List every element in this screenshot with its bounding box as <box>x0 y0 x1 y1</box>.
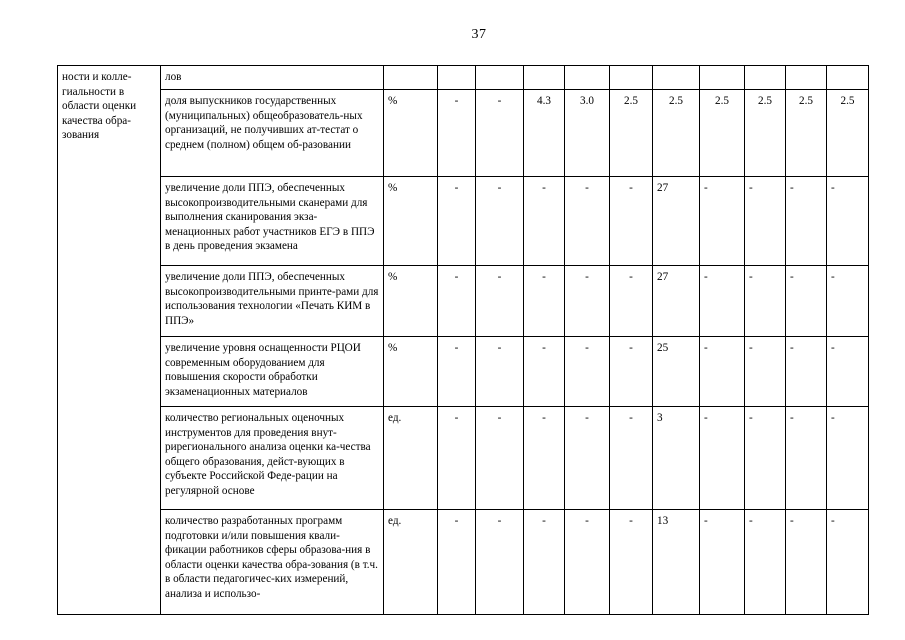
value-cell: - <box>786 177 827 266</box>
value-cell <box>524 66 565 90</box>
value-cell <box>786 66 827 90</box>
value-cell: - <box>827 510 869 615</box>
value-cell: 25 <box>653 337 700 407</box>
value-cell: - <box>700 407 745 510</box>
value-cell: - <box>827 407 869 510</box>
value-cell: - <box>438 90 476 177</box>
table-row <box>58 66 869 90</box>
value-cell: - <box>610 407 653 510</box>
value-cell: - <box>827 337 869 407</box>
value-cell: - <box>476 177 524 266</box>
value-cell: 2.5 <box>745 90 786 177</box>
table-row <box>58 510 869 615</box>
value-cell: - <box>700 266 745 337</box>
value-cell: - <box>476 407 524 510</box>
unit-cell: ед. <box>384 407 438 510</box>
value-cell <box>745 66 786 90</box>
value-cell: - <box>565 337 610 407</box>
value-cell: 27 <box>653 177 700 266</box>
value-cell: - <box>745 177 786 266</box>
indicator-desc: увеличение доли ППЭ, обеспеченных высокопроизводительными сканерами для выполнения сканирования экза-менационных работ участников ЕГЭ в ППЭ в день проведения экзамена <box>161 177 384 266</box>
value-cell: - <box>476 266 524 337</box>
value-cell: - <box>565 407 610 510</box>
value-cell: 2.5 <box>700 90 745 177</box>
value-cell: 4.3 <box>524 90 565 177</box>
indicator-desc: количество региональных оценочных инструментов для проведения внут-рирегионального анализа оценки ка-чества общего образования, дейст-вующих в субъекте Российской Феде-рации на регулярной основе <box>161 407 384 510</box>
value-cell <box>700 66 745 90</box>
table-row <box>58 407 869 510</box>
value-cell: - <box>524 407 565 510</box>
value-cell: - <box>438 510 476 615</box>
value-cell: - <box>438 266 476 337</box>
value-cell: - <box>745 510 786 615</box>
table-row <box>58 90 869 177</box>
value-cell: - <box>438 177 476 266</box>
value-cell <box>476 66 524 90</box>
value-cell: - <box>565 510 610 615</box>
unit-cell: % <box>384 337 438 407</box>
table-row <box>58 266 869 337</box>
unit-cell: ед. <box>384 510 438 615</box>
value-cell: 27 <box>653 266 700 337</box>
value-cell: 2.5 <box>653 90 700 177</box>
value-cell <box>653 66 700 90</box>
value-cell <box>827 66 869 90</box>
value-cell: - <box>786 407 827 510</box>
section-label: ности и колле-гиальности в области оценки качества обра-зования <box>62 71 137 142</box>
value-cell: - <box>524 177 565 266</box>
value-cell: - <box>827 266 869 337</box>
value-cell: - <box>524 337 565 407</box>
value-cell: - <box>476 337 524 407</box>
value-cell <box>565 66 610 90</box>
value-cell: - <box>438 407 476 510</box>
unit-cell <box>384 66 438 90</box>
value-cell: 2.5 <box>827 90 869 177</box>
value-cell: - <box>745 337 786 407</box>
value-cell: - <box>610 266 653 337</box>
value-cell: - <box>700 177 745 266</box>
value-cell: 13 <box>653 510 700 615</box>
section-label-cell <box>58 66 161 615</box>
value-cell: - <box>524 510 565 615</box>
table-row <box>58 337 869 407</box>
indicator-desc: количество разработанных программ подготовки и/или повышения квали-фикации работников сферы образова-ния в области оценки качества обра-зования (в т.ч. в области педагогичес-ких измерений, анализа и использо- <box>161 510 384 615</box>
value-cell: - <box>565 266 610 337</box>
unit-cell: % <box>384 177 438 266</box>
indicator-desc: увеличение доли ППЭ, обеспеченных высокопроизводительными принте-рами для использования технологии «Печать КИМ в ППЭ» <box>161 266 384 337</box>
value-cell <box>610 66 653 90</box>
value-cell: - <box>610 337 653 407</box>
value-cell: - <box>700 337 745 407</box>
value-cell: - <box>610 177 653 266</box>
value-cell: - <box>700 510 745 615</box>
value-cell: 2.5 <box>610 90 653 177</box>
value-cell: - <box>745 266 786 337</box>
value-cell: - <box>786 510 827 615</box>
value-cell: 3 <box>653 407 700 510</box>
value-cell: 3.0 <box>565 90 610 177</box>
value-cell: - <box>476 510 524 615</box>
value-cell: - <box>786 266 827 337</box>
unit-cell: % <box>384 90 438 177</box>
value-cell: - <box>827 177 869 266</box>
value-cell: - <box>565 177 610 266</box>
value-cell: - <box>476 90 524 177</box>
indicator-desc: лов <box>161 66 384 90</box>
value-cell: - <box>524 266 565 337</box>
value-cell: - <box>745 407 786 510</box>
value-cell <box>438 66 476 90</box>
value-cell: - <box>438 337 476 407</box>
indicator-desc: увеличение уровня оснащенности РЦОИ современным оборудованием для повышения скорости обработки экзаменационных материалов <box>161 337 384 407</box>
indicator-desc: доля выпускников государственных (муниципальных) общеобразователь-ных организаций, не получивших ат-тестат о среднем (полном) общем об-разовании <box>161 90 384 177</box>
indicators-table <box>57 65 869 615</box>
unit-cell: % <box>384 266 438 337</box>
value-cell: 2.5 <box>786 90 827 177</box>
value-cell: - <box>610 510 653 615</box>
value-cell: - <box>786 337 827 407</box>
page-number: 37 <box>471 27 487 42</box>
table-row <box>58 177 869 266</box>
table-body <box>58 66 869 615</box>
